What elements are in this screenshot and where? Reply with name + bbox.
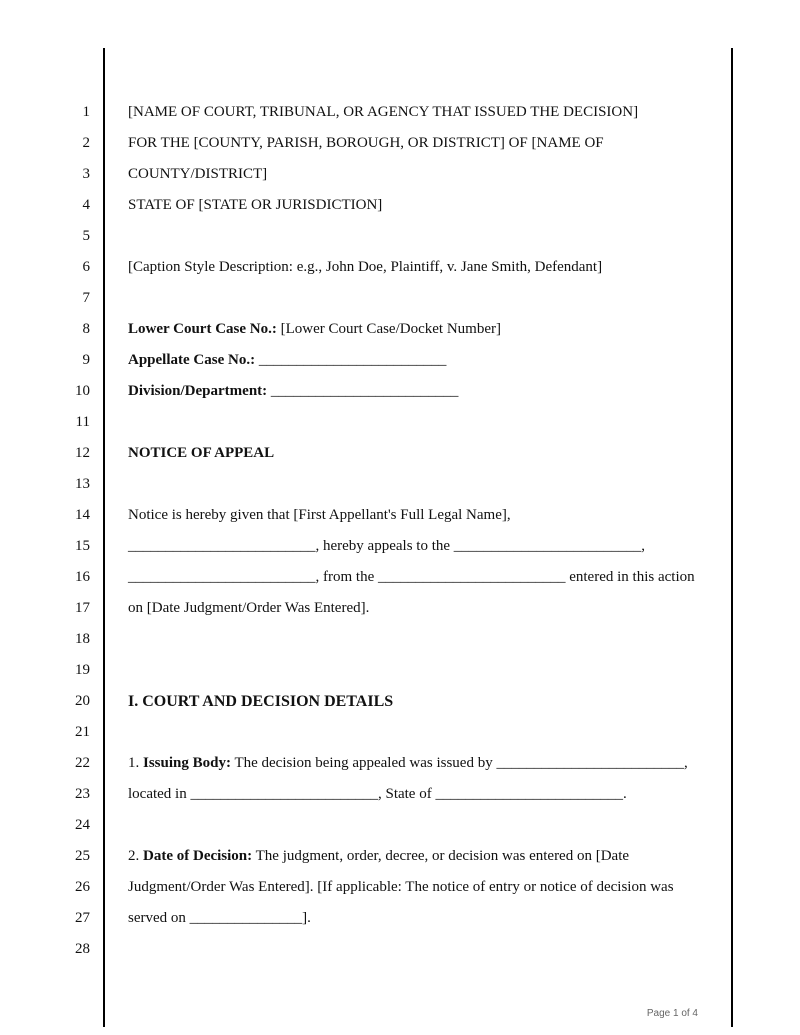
line-number: 25: [75, 848, 90, 864]
pleading-line: [0, 841, 800, 872]
court-county: FOR THE [COUNTY, PARISH, BOROUGH, OR DISTRICT] OF [NAME OF: [128, 135, 604, 151]
line-number: 15: [75, 538, 90, 554]
division-blank: _________________________: [267, 383, 459, 399]
line-number: 5: [82, 228, 90, 244]
line-number: 19: [75, 662, 90, 678]
pleading-line: [0, 562, 800, 593]
line-number: 22: [75, 755, 90, 771]
notice-paragraph: _________________________, hereby appeals to the _________________________,: [128, 538, 646, 554]
item-prefix: 2.: [128, 848, 143, 864]
pleading-line: [0, 748, 800, 779]
pleading-line: [0, 810, 800, 841]
pleading-line: [0, 97, 800, 128]
pleading-line: [0, 872, 800, 903]
page-footer: Page 1 of 4: [646, 1008, 698, 1019]
line-number: 9: [82, 352, 90, 368]
notice-paragraph: Notice is hereby given that [First Appellant's Full Legal Name],: [128, 507, 511, 523]
pleading-line: [0, 159, 800, 190]
line-number: 3: [82, 166, 90, 182]
pleading-line: [0, 128, 800, 159]
court-name: [NAME OF COURT, TRIBUNAL, OR AGENCY THAT ISSUED THE DECISION]: [128, 104, 639, 120]
appellate-case-label: Appellate Case No.:: [128, 352, 256, 368]
line-number: 7: [82, 290, 90, 306]
pleading-line: [0, 314, 800, 345]
appellate-case-no: [128, 345, 726, 376]
date-of-decision-cont: Judgment/Order Was Entered]. [If applicable: The notice of entry or notice of decision was: [128, 879, 674, 895]
pleading-line: [0, 903, 800, 934]
pleading-line: [0, 500, 800, 531]
line-number: 8: [82, 321, 90, 337]
line-number: 18: [75, 631, 90, 647]
lower-court-case-no: [128, 314, 726, 345]
pleading-line: [0, 686, 800, 717]
line-number: 23: [75, 786, 90, 802]
line-number: 28: [75, 941, 90, 957]
notice-paragraph: on [Date Judgment/Order Was Entered].: [128, 600, 370, 616]
line-number: 4: [82, 197, 90, 213]
line-number: 17: [75, 600, 90, 616]
pleading-line: [0, 376, 800, 407]
line-number: 14: [75, 507, 90, 523]
pleading-line: [0, 283, 800, 314]
line-number: 1: [82, 104, 90, 120]
appellate-case-blank: _________________________: [255, 352, 447, 368]
pleading-line: [0, 655, 800, 686]
line-number: 26: [75, 879, 90, 895]
notice-paragraph: _________________________, from the _________________________ entered in this action: [128, 569, 695, 585]
division-label: Division/Department:: [128, 383, 268, 399]
notice-title: [128, 438, 726, 469]
line-number: 10: [75, 383, 90, 399]
pleading-line: [0, 934, 800, 965]
pleading-line: [0, 717, 800, 748]
date-of-decision-text: The judgment, order, decree, or decision was entered on [Date: [252, 848, 630, 864]
notice-title-text: NOTICE OF APPEAL: [128, 445, 275, 461]
date-of-decision-label: Date of Decision:: [143, 848, 253, 864]
pleading-line: [0, 407, 800, 438]
line-number: 6: [82, 259, 90, 275]
court-state: STATE OF [STATE OR JURISDICTION]: [128, 197, 383, 213]
division-department: [128, 376, 726, 407]
issuing-body-location: located in _________________________, State of _________________________.: [128, 786, 627, 802]
pleading-line: [0, 779, 800, 810]
court-county-cont: COUNTY/DISTRICT]: [128, 166, 268, 182]
item-prefix: 1.: [128, 755, 143, 771]
pleading-line: [0, 624, 800, 655]
line-number: 24: [75, 817, 90, 833]
section-heading: I. COURT AND DECISION DETAILS: [128, 693, 394, 710]
issuing-body-text: The decision being appealed was issued by _________________________,: [230, 755, 688, 771]
lower-court-case-value: [Lower Court Case/Docket Number]: [276, 321, 501, 337]
date-of-decision-served: served on _______________].: [128, 910, 311, 926]
pleading-line: [0, 190, 800, 221]
line-number: 21: [75, 724, 90, 740]
line-number: 13: [75, 476, 90, 492]
issuing-body-item: [128, 748, 726, 779]
pleading-line: [0, 252, 800, 283]
pleading-line: [0, 593, 800, 624]
line-number: 16: [75, 569, 90, 585]
pleading-line: [0, 221, 800, 252]
line-number: 20: [75, 693, 90, 709]
date-of-decision-item: [128, 841, 726, 872]
pleading-line: [0, 438, 800, 469]
lower-court-case-label: Lower Court Case No.:: [128, 321, 277, 337]
line-number: 27: [75, 910, 90, 926]
pleading-line: [0, 345, 800, 376]
caption-description: [Caption Style Description: e.g., John Doe, Plaintiff, v. Jane Smith, Defendant]: [128, 259, 603, 275]
pleading-line: [0, 531, 800, 562]
line-number: 12: [75, 445, 90, 461]
pleading-line: [0, 469, 800, 500]
line-number: 11: [75, 414, 90, 430]
line-number: 2: [82, 135, 90, 151]
issuing-body-label: Issuing Body:: [143, 755, 231, 771]
